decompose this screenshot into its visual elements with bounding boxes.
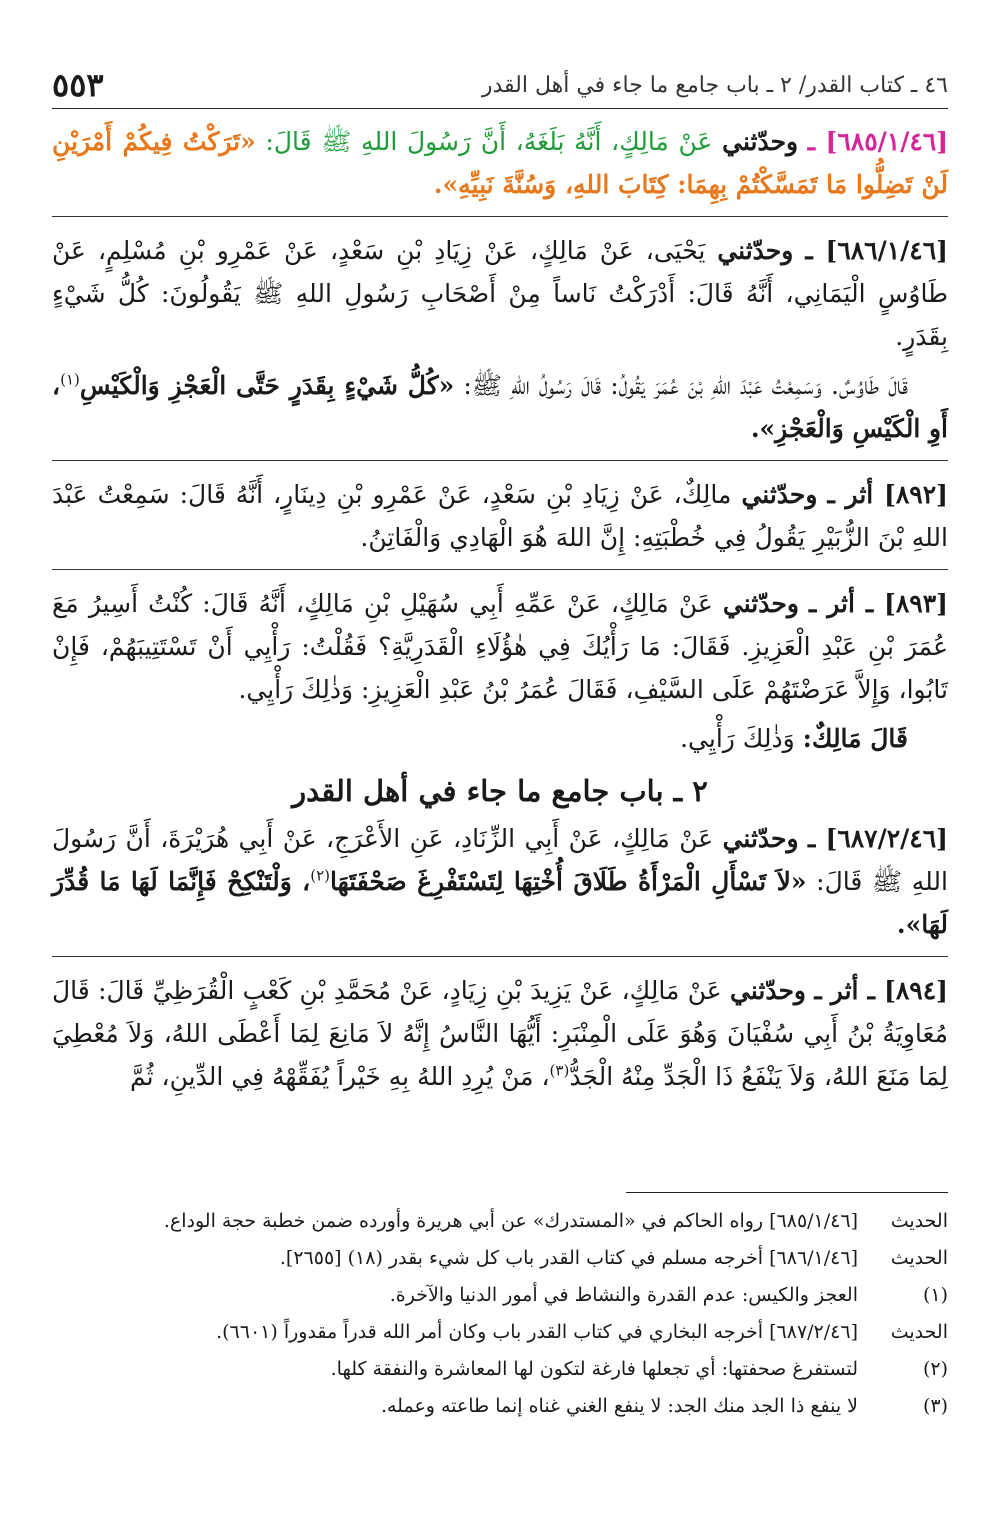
hadith-number: [٦٨٥/١/٤٦] ـ (807, 127, 949, 156)
footnote-marker: (٣) (549, 1061, 570, 1080)
page-number: ٥٥٣ (52, 66, 104, 104)
footnote-text: [٦٨٥/١/٤٦] رواه الحاكم في «المستدرك» عن أبي هريرة وأورده ضمن خطبة حجة الوداع. (163, 1210, 858, 1232)
footnote-divider (626, 1192, 948, 1193)
malik-text: وَذٰلِكَ رَأْيِي. (680, 724, 795, 753)
narration-label: وحدّثني (741, 480, 818, 509)
footnote-text: لا ينفع ذا الجد منك الجد: لا ينفع الغني غناه إنما طاعته وعمله. (380, 1395, 858, 1417)
narration-label: وحدّثني (730, 976, 807, 1005)
athar-893 (52, 582, 948, 711)
footnote-text: [٦٨٧/٢/٤٦] أخرجه البخاري في كتاب القدر باب وكان أمر الله قدراً مقدوراً (٦٦٠١). (216, 1321, 858, 1343)
prophetic-quote: «تَرَكْتُ فِيكُمْ أَمْرَيْنِ لَنْ تَضِلُّوا مَا تَمَسَّكْتُمْ بِهِمَا: كِتَابَ اللهِ، وَسُنَّةَ نَبِيِّهِ». (52, 127, 948, 199)
hadith-text: عَنْ مَالِكٍ، عَنْ أَبِي الزِّنَادِ، عَنِ الأَعْرَجِ، عَنْ أَبِي هُرَيْرَةَ، أَنَّ رَسُولَ اللهِ ﷺ قَالَ: (52, 824, 949, 896)
athar-number: [٨٩٤] ـ أثر ـ (814, 976, 948, 1005)
footnote-marker: (٢) (310, 866, 331, 885)
footnote (52, 1206, 948, 1237)
footnote (52, 1317, 948, 1348)
footnotes (52, 1206, 948, 1428)
page-body (52, 120, 948, 1104)
isnad-text: عَنْ مَالِكٍ، أَنَّهُ بَلَغَهُ، أَنَّ رَسُولَ اللهِ ﷺ قَالَ: (265, 127, 713, 156)
malik-label: قَالَ مَالِكٌ: (802, 724, 908, 753)
footnote-marker: (١) (60, 370, 80, 389)
footnote-text: [٦٨٦/١/٤٦] أخرجه مسلم في كتاب القدر باب كل شيء بقدر (١٨) [٢٦٥٥]. (279, 1247, 858, 1269)
hadith-685 (52, 120, 948, 217)
narration-label: وحدّثني (717, 236, 794, 265)
athar-892 (52, 473, 948, 570)
hadith-number: [٦٨٦/١/٤٦] ـ (805, 236, 948, 265)
prophetic-quote: «كُلُّ شَيْءٍ بِقَدَرٍ حَتَّى الْعَجْزِ وَالْكَيْسِ (79, 371, 455, 400)
hadith-text: قَالَ طَاوُسٌ. وَسَمِعْتُ عَبْدَ اللهِ بْنَ عُمَرَ يَقُولُ: قَالَ رَسُولُ اللهِ ﷺ: (463, 371, 908, 400)
page-header (52, 62, 948, 109)
footnote-text: لتستفرغ صحفتها: أي تجعلها فارغة لتكون لها المعاشرة والنفقة كلها. (330, 1358, 858, 1380)
narration-label: وحدّثني (722, 127, 799, 156)
athar-text: مالِكٌ، عَنْ زِيَادِ بْنِ سَعْدٍ، عَنْ عَمْرِو بْنِ دِينَارٍ، أَنَّهُ قَالَ: سَمِعْتُ عَبْدَ اللهِ بْنَ الزُّبَيْرِ يَقُولُ فِي خُطْبَتِهِ: إِنَّ اللهَ هُوَ الْهَادِي وَالْفَاتِنُ. (52, 480, 948, 552)
athar-number: [٨٩٣] ـ أثر ـ (809, 589, 949, 618)
narration-label: وحدّثني (722, 824, 799, 853)
athar-text: عَنْ مَالِكٍ، عَنْ يَزِيدَ بْنِ زِيَادٍ، عَنْ مُحَمَّدِ بْنِ كَعْبٍ الْقُرَظِيِّ قَالَ: قَالَ مُعَاوِيَةُ بْنُ أَبِي سُفْيَانَ وَهُوَ عَلَى الْمِنْبَرِ: أَيُّهَا النَّاسُ إِنَّهُ لاَ مَانِعَ لِمَا أَعْطَى اللهُ، وَلاَ مُعْطِيَ لِمَا مَنَعَ اللهُ، وَلاَ يَنْفَعُ ذَا الْجَدِّ مِنْهُ الْجَدُّ (52, 976, 948, 1091)
footnote (52, 1354, 948, 1385)
athar-text: عَنْ مَالِكٍ، عَنْ عَمِّهِ أَبِي سُهَيْلِ بْنِ مَالِكٍ، أَنَّهُ قَالَ: كُنْتُ أَسِيرُ مَعَ عُمَرَ بْنِ عَبْدِ الْعَزِيزِ. فَقَالَ: مَا رَأْيُكَ فِي هٰؤُلَاءِ الْقَدَرِيَّةِ؟ فَقُلْتُ: رَأْيِي أَنْ تَسْتَتِيبَهُمْ، فَإِنْ تَابُوا، وَإِلاَّ عَرَضْتَهُمْ عَلَى السَّيْفِ، فَقَالَ عُمَرُ بْنُ عَبْدِ الْعَزِيزِ: وَذٰلِكَ رَأْيِي. (52, 589, 948, 704)
footnote (52, 1243, 948, 1274)
footnote (52, 1391, 948, 1422)
athar-number: [٨٩٢] أثر ـ (827, 480, 948, 509)
prophetic-quote: «لاَ تَسْأَلِ الْمَرْأَةُ طَلَاقَ أُخْتِهَا لِتَسْتَفْرِغَ صَحْفَتَهَا (330, 867, 807, 896)
prophetic-quote-end: ، وَلْتَنْكِحْ فَإِنَّمَا لَهَا مَا قُدِّرَ لَهَا». (52, 867, 948, 939)
tawus-narration (52, 364, 948, 461)
footnote-tag: الحديث (890, 1247, 948, 1269)
hadith-687 (52, 817, 948, 957)
footnote-tag: (٢) (922, 1358, 948, 1380)
chapter-title: ٢ ـ باب جامع ما جاء في أهل القدر (292, 774, 708, 808)
hadith-text: يَحْيَى، عَنْ مَالِكٍ، عَنْ زِيَادِ بْنِ سَعْدٍ، عَنْ عَمْرِو بْنِ مُسْلِمٍ، عَنْ طَاوُسٍ الْيَمَانِي، أَنَّهُ قَالَ: أَدْرَكْتُ نَاساً مِنْ أَصْحَابِ رَسُولِ اللهِ ﷺ يَقُولُونَ: كُلُّ شَيْءٍ بِقَدَرٍ. (52, 236, 948, 351)
footnote (52, 1280, 948, 1311)
athar-text-end: ، مَنْ يُرِدِ اللهُ بِهِ خَيْراً يُفَقِّهْهُ فِي الدِّينِ، ثُمَّ (130, 1062, 550, 1091)
hadith-number: [٦٨٧/٢/٤٦] ـ (808, 824, 948, 853)
footnote-tag: (٣) (922, 1395, 948, 1417)
athar-894 (52, 969, 948, 1098)
footnote-tag: الحديث (890, 1210, 948, 1232)
hadith-686 (52, 229, 948, 358)
running-head: ٤٦ ـ كتاب القدر/ ٢ ـ باب جامع ما جاء في أهل القدر (481, 72, 948, 98)
malik-comment (52, 717, 948, 760)
footnote-text: العجز والكيس: عدم القدرة والنشاط في أمور الدنيا والآخرة. (389, 1284, 858, 1306)
footnote-tag: (١) (922, 1284, 948, 1306)
narration-label: وحدّثني (722, 589, 799, 618)
prophetic-quote-end: ، أَوِ الْكَيْسِ وَالْعَجْزِ». (52, 371, 948, 443)
footnote-tag: الحديث (890, 1321, 948, 1343)
